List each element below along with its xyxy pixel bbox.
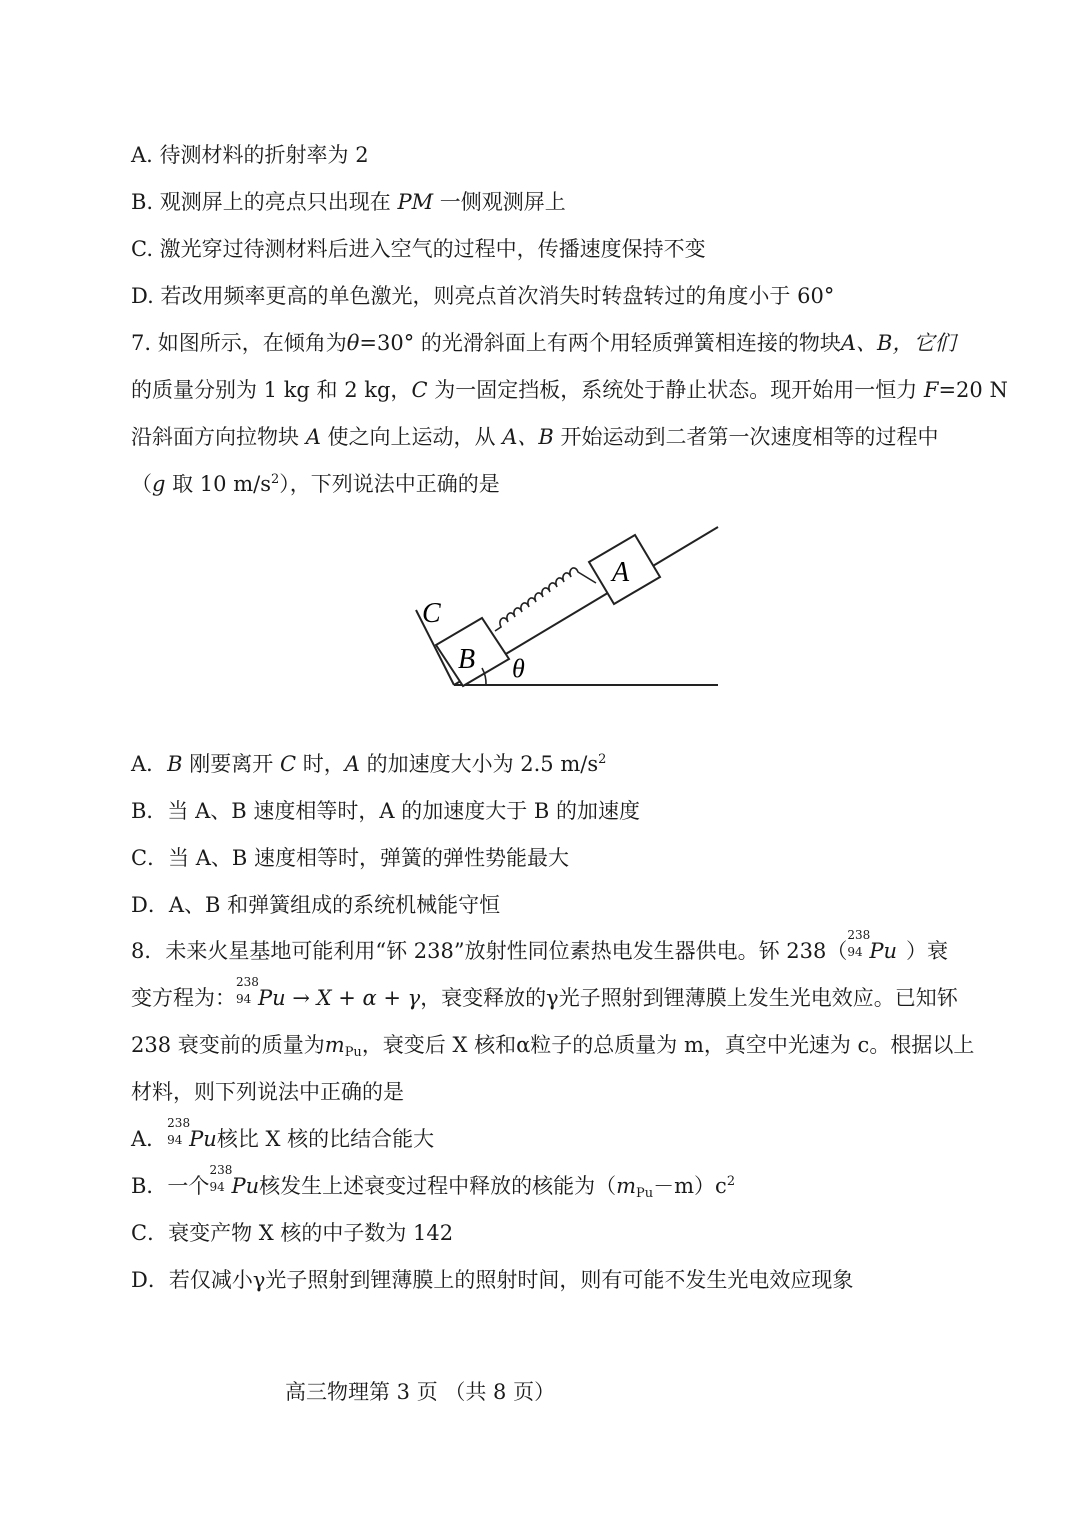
q8-l3a: 238 衰变前的质量为 xyxy=(131,1033,325,1057)
decay-equation: → X + α + γ xyxy=(285,986,421,1010)
q7-stem-line3 xyxy=(131,422,948,452)
q7-l3A: A xyxy=(305,425,321,449)
q7-l1c: A、B，它们 xyxy=(840,331,956,355)
page-footer: 高三物理第 3 页 （共 8 页） xyxy=(285,1380,556,1404)
incline-diagram xyxy=(400,515,730,700)
q6-option-b xyxy=(131,187,566,217)
pu-a-symbol: Pu xyxy=(189,1127,217,1151)
pu-a-charge: 94 xyxy=(167,1133,183,1147)
label-a: A xyxy=(612,557,630,588)
q7-option-b: B．当 A、B 速度相等时，A 的加速度大于 B 的加速度 xyxy=(131,799,641,823)
q7-theta: θ xyxy=(346,331,360,355)
pu-b-symbol: Pu xyxy=(231,1174,260,1198)
q8-l3sub: Pu xyxy=(344,1045,362,1060)
q7-a-post: 的加速度大小为 2.5 m/s xyxy=(359,752,599,776)
q7-l4b: 取 10 m/s xyxy=(165,472,271,496)
q8-stem-line3 xyxy=(131,1030,975,1060)
q7-l3c: 开始运动到二者第一次速度相等的过程中 xyxy=(553,425,939,449)
pu-nuclide xyxy=(847,928,898,966)
pu-nuclide-b xyxy=(209,1163,260,1201)
q7-l4g: g xyxy=(152,472,166,496)
label-theta: θ xyxy=(512,654,525,683)
q8-b-sup: 2 xyxy=(726,1174,736,1189)
q7-stem-line1 xyxy=(131,328,956,358)
q7-a-sup: 2 xyxy=(598,752,607,767)
pu-b-mass: 238 xyxy=(209,1163,233,1177)
q7-l2c: =20 N xyxy=(938,378,1008,402)
q7-l2F: F xyxy=(923,378,939,402)
q8-b-m: m xyxy=(616,1174,637,1198)
q7-a-pre: A． xyxy=(131,752,168,776)
q8-b-pre: B．一个 xyxy=(131,1174,210,1198)
q8-option-b xyxy=(131,1163,736,1201)
q8-l1b: ）衰 xyxy=(906,939,948,963)
pu-eq-symbol: Pu xyxy=(258,986,286,1010)
q8-option-a xyxy=(131,1116,435,1154)
q7-l1b: =30° 的光滑斜面上有两个用轻质弹簧相连接的物块 xyxy=(359,331,841,355)
q8-l3b: ，衰变后 X 核和α粒子的总质量为 m，真空中光速为 c。根据以上 xyxy=(361,1033,975,1057)
q7-l4sup: 2 xyxy=(270,472,280,487)
pu-b-charge: 94 xyxy=(209,1180,225,1194)
q6-b-pre: B. 观测屏上的亮点只出现在 xyxy=(131,190,398,214)
pu-mass-number: 238 xyxy=(847,928,871,942)
q8-option-c: C．衰变产物 X 核的中子数为 142 xyxy=(131,1221,454,1245)
q8-b-mid: 核发生上述衰变过程中释放的核能为（ xyxy=(259,1174,617,1198)
q7-l3b: 使之向上运动，从 xyxy=(320,425,503,449)
q7-option-d: D．A、B 和弹簧组成的系统机械能守恒 xyxy=(131,893,501,917)
q7-a-b: B xyxy=(167,752,183,776)
label-c: C xyxy=(422,598,441,629)
q7-l4c: ），下列说法中正确的是 xyxy=(279,472,500,496)
q6-b-var: PM xyxy=(397,190,434,214)
q8-l2a: 变方程为： xyxy=(131,986,236,1010)
q7-a-a: A xyxy=(344,752,360,776)
q8-stem-line4: 材料，则下列说法中正确的是 xyxy=(131,1080,404,1104)
pu-eq-mass: 238 xyxy=(236,975,259,989)
q6-option-d: D. 若改用频率更高的单色激光，则亮点首次消失时转盘转过的角度小于 60° xyxy=(131,284,835,308)
q7-l3a: 沿斜面方向拉物块 xyxy=(131,425,306,449)
q7-option-a xyxy=(131,749,606,779)
spring xyxy=(495,568,596,631)
q6-option-a: A. 待测材料的折射率为 2 xyxy=(131,143,369,167)
q8-stem-line1 xyxy=(131,928,948,966)
pu-nuclide-a xyxy=(167,1116,217,1154)
q6-b-post: 一侧观测屏上 xyxy=(433,190,566,214)
q8-a-pre: A． xyxy=(131,1127,168,1151)
pu-atomic-number: 94 xyxy=(847,945,863,959)
q8-l1a: 8．未来火星基地可能利用“钚 238”放射性同位素热电发生器供电。钚 238（ xyxy=(131,939,848,963)
q7-option-c: C．当 A、B 速度相等时，弹簧的弹性势能最大 xyxy=(131,846,570,870)
pu-a-mass: 238 xyxy=(167,1116,191,1130)
q8-l2b: ，衰变释放的γ光子照射到锂薄膜上发生光电效应。已知钚 xyxy=(420,986,958,1010)
q7-l3AB: A、B xyxy=(502,425,554,449)
q8-option-d: D．若仅减小γ光子照射到锂薄膜上的照射时间，则有可能不发生光电效应现象 xyxy=(131,1268,854,1292)
q8-b-sub: Pu xyxy=(636,1186,654,1201)
q7-l2b: 为一固定挡板，系统处于静止状态。现开始用一恒力 xyxy=(427,378,924,402)
label-b: B xyxy=(458,644,476,675)
pu-eq-charge: 94 xyxy=(236,992,252,1006)
q8-l3m: m xyxy=(324,1033,345,1057)
q7-a-mid1: 刚要离开 xyxy=(182,752,280,776)
pu-symbol: Pu xyxy=(869,939,898,963)
q7-a-c: C xyxy=(279,752,297,776)
q6-option-c: C. 激光穿过待测材料后进入空气的过程中，传播速度保持不变 xyxy=(131,237,706,261)
q7-a-mid2: 时， xyxy=(296,752,345,776)
q7-stem-line4 xyxy=(131,469,500,499)
q8-a-post: 核比 X 核的比结合能大 xyxy=(216,1127,435,1151)
q7-l1a: 7. 如图所示，在倾角为 xyxy=(131,331,347,355)
q8-b-post: －m）c xyxy=(653,1174,727,1198)
q7-l2a: 的质量分别为 1 kg 和 2 kg， xyxy=(131,378,412,402)
q7-l4a: （ xyxy=(131,472,152,496)
q7-stem-line2 xyxy=(131,375,1008,405)
q8-stem-line2 xyxy=(131,975,958,1013)
pu-nuclide-eq xyxy=(236,975,286,1013)
q7-l2C: C xyxy=(411,378,428,402)
